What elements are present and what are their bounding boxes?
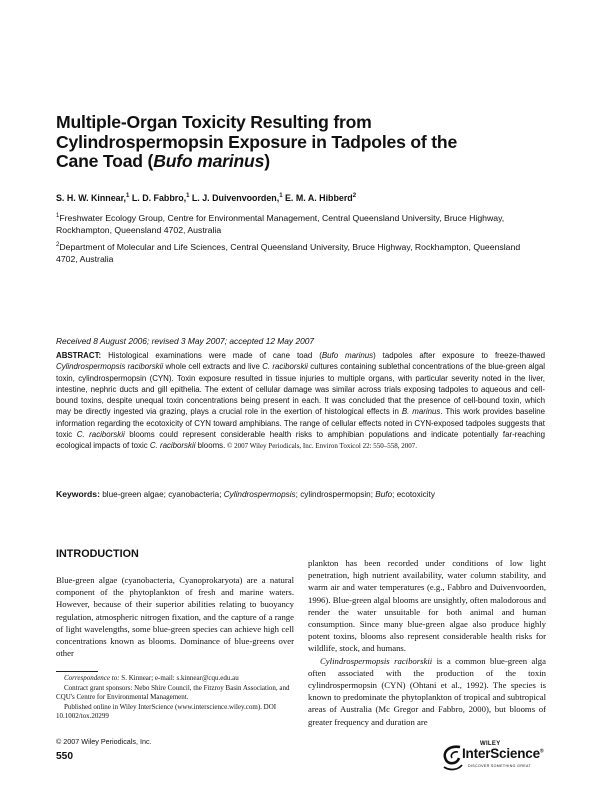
author-list	[56, 193, 556, 203]
title-species: Bufo marinus	[153, 151, 265, 171]
footnotes	[56, 674, 294, 721]
author: L. J. Duivenvoorden,$^1$	[191, 193, 283, 203]
interscience-logo	[440, 741, 560, 775]
abstract-label: ABSTRACT:	[56, 351, 102, 360]
article-title	[56, 113, 476, 172]
logo-tagline: DISCOVER SOMETHING GREAT	[468, 764, 532, 768]
keywords-label: Keywords:	[56, 489, 100, 499]
affiliation: $^1$Freshwater Ecology Group, Centre for Environmental Management, Central Queensland University, Bruce Highway, Rockhampton, Queensland 4702, Australia	[56, 212, 505, 236]
publication-note: Published online in Wiley InterScience (www.interscience.wiley.com). DOI 10.1002/tox.20299	[56, 702, 277, 720]
correspondence-note: Correspondence to: S. Kinnear; e-mail: s.kinnear@cqu.edu.au	[64, 674, 239, 682]
author: E. M. A. Hibberd$^2$	[285, 193, 357, 203]
abstract-citation: © 2007 Wiley Periodicals, Inc. Environ Toxicol 22: 550–558, 2007.	[225, 442, 418, 451]
paragraph: Blue-green algae (cyanobacteria, Cyanoprokaryota) are a natural component of the phytoplankton of fresh and marine waters. However, because of their superior abilities relating to buoyancy regulation, atmospheric nitrogen fixation, and the capture of a range of light wavelengths, some blue-green species can achieve high cell concentrations known as blooms. Dominance of blue-greens over other	[56, 575, 294, 659]
paragraph: Cylindrospermopsis raciborskii is a common blue-green alga often associated with the production of the toxin cylindrospermopsin (CYN) (Ohtani et al., 1992). The species is known to predominate the phytoplankton of tropical and subtropical areas of Australia (Mc Gregor and Fabbro, 2000), but blooms of greater frequency and duration are	[308, 655, 546, 727]
logo-wiley: WILEY	[480, 741, 501, 747]
received-dates: Received 8 August 2006; revised 3 May 2007; accepted 12 May 2007	[56, 336, 315, 346]
title-closing: )	[264, 151, 270, 171]
paragraph: plankton has been recorded under conditions of low light penetration, high nutrient availability, water column stability, and warm air and water temperatures (e.g., Fabbro and Duivenvoorden, 1996). Blue-green algal blooms are unsightly, often malodorous and render the water unsuitable for both animal and human consumption. Since many blue-green algae also produce highly potent toxins, blooms also represent considerable health risks for wildlife, stock, and humans.	[308, 558, 546, 654]
footnote-divider	[56, 671, 98, 672]
section-heading: INTRODUCTION	[56, 548, 139, 560]
publisher-copyright: © 2007 Wiley Periodicals, Inc.	[56, 737, 152, 746]
affiliation: $^2$Department of Molecular and Life Sciences, Central Queensland University, Bruce Highway, Rockhampton, Queensland 4702, Australia	[56, 241, 521, 265]
grant-note: Contract grant sponsors: Nebo Shire Council, the Fitzroy Basin Association, and CQU's Centre for Environmental Management.	[56, 684, 290, 702]
abstract: ABSTRACT: Histological examinations were made of cane toad (Bufo marinus) tadpoles after exposure to freeze-thawed Cylindrospermopsis raciborskii whole cell extracts and live C. raciborskii cultures containing sublethal concentrations of the blue-green algal toxin, cylindrospermopsin (CYN). Toxin exposure resulted in tissue injuries to multiple organs, with particular severity noted in the liver, intestine, nephric ducts and gill epithelia. The extent of cellular damage was similar across trials exposing tadpoles to aqueous and cell-bound toxins, despite unequal toxin concentrations being present in each. It was concluded that the presence of cell-bound toxin, which may be directly ingested via grazing, plays a crucial role in the exertion of histological effects in B. marinus. This work provides baseline information regarding the ecotoxicity of CYN toward amphibians. The range of cellular effects noted in CYN-exposed tadpoles suggests that toxic C. raciborskii blooms could represent considerable health risks to amphibian populations and indicate potentially far-reaching ecological impacts of toxic C. raciborskii blooms. © 2007 Wiley Periodicals, Inc. Environ Toxicol 22: 550–558, 2007.	[56, 351, 545, 451]
body-column-left	[56, 574, 294, 659]
title-text: Multiple-Organ Toxicity Resulting from Cylindrospermopsin Exposure in Tadpoles of the Cane Toad (	[56, 112, 458, 171]
page-number: 550	[56, 751, 73, 762]
logo-brand: InterScience®	[462, 746, 544, 761]
author: S. H. W. Kinnear,$^1$	[56, 193, 130, 203]
keywords: Keywords: blue-green algae; cyanobacteria; Cylindrospermopsis; cylindrospermopsin; Bufo; ecotoxicity	[56, 489, 435, 499]
author: L. D. Fabbro,$^1$	[131, 193, 190, 203]
body-column-right	[308, 557, 546, 728]
swirl-logo-icon	[440, 743, 464, 773]
